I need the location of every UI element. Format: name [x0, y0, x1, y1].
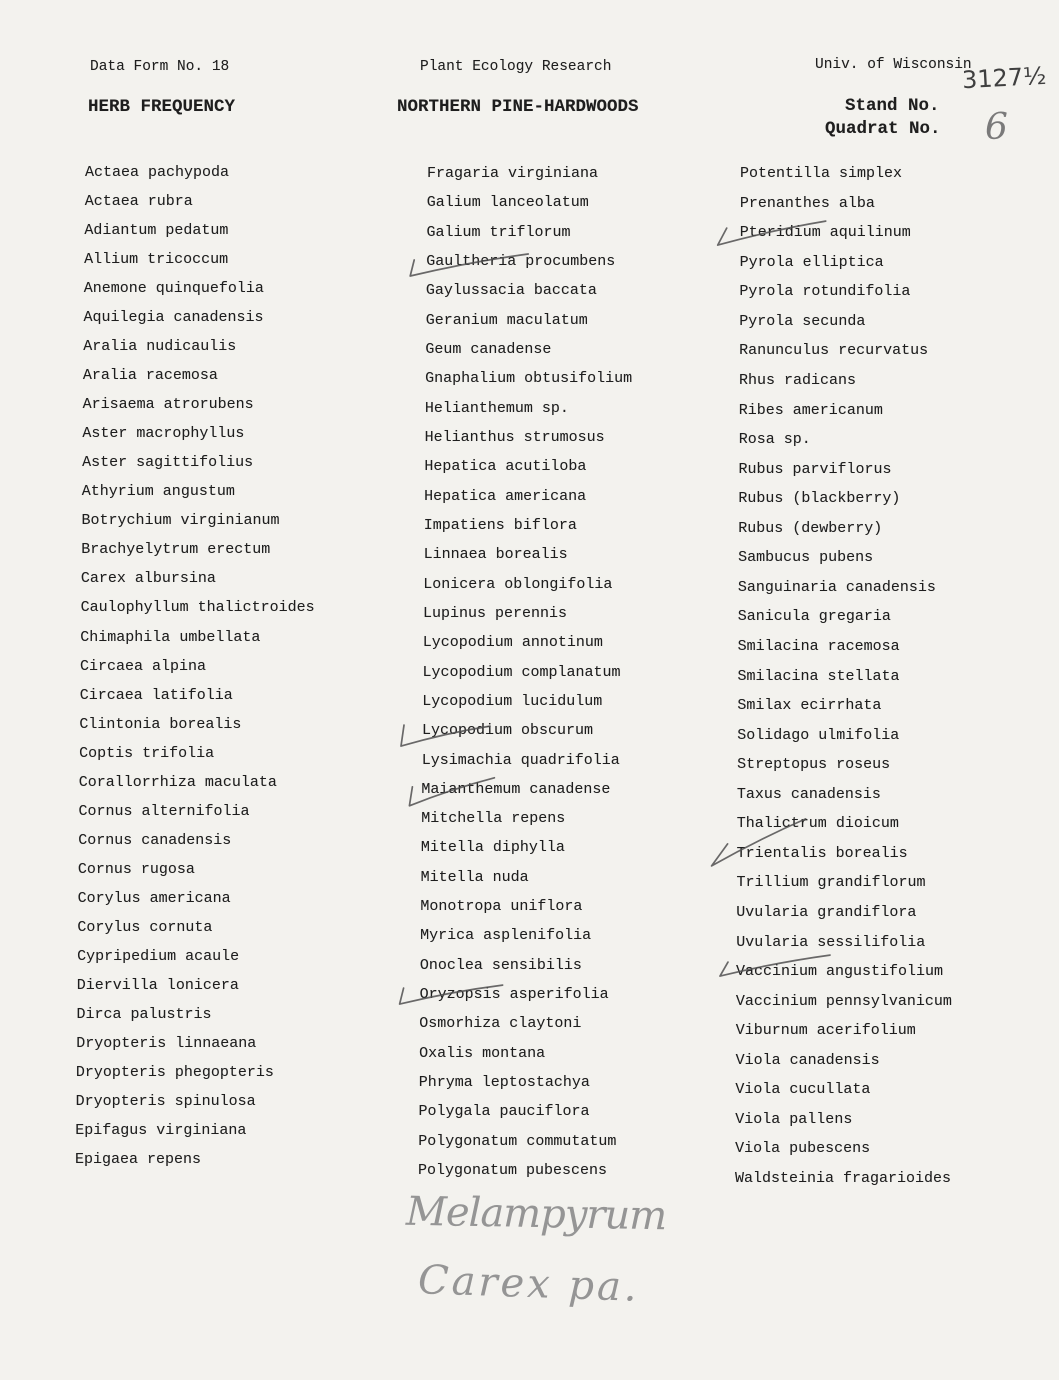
- species-item: Botrychium virginianum: [81, 512, 280, 530]
- species-item: Aralia racemosa: [82, 367, 218, 385]
- species-item: Trillium grandiflorum: [736, 874, 926, 892]
- species-item: Maianthemum canadense: [421, 780, 611, 798]
- species-item: Hepatica americana: [424, 487, 587, 505]
- species-item: Smilacina racemosa: [737, 637, 900, 655]
- handwritten-species: Melampyrum: [405, 1188, 667, 1240]
- species-item: Impatiens biflora: [423, 516, 577, 534]
- species-item: Actaea rubra: [84, 193, 193, 210]
- species-item: Lycopodium annotinum: [422, 634, 603, 652]
- research-program: Plant Ecology Research: [420, 59, 612, 75]
- species-item: Epifagus virginiana: [75, 1122, 247, 1139]
- species-item: Geum canadense: [425, 340, 552, 358]
- species-item: Lonicera oblongifolia: [423, 575, 613, 593]
- species-item: Polygala pauciflora: [418, 1103, 590, 1121]
- university: Univ. of Wisconsin: [815, 57, 972, 73]
- species-item: Oxalis montana: [419, 1044, 546, 1062]
- species-item: Myrica asplenifolia: [420, 927, 592, 945]
- species-item: Waldsteinia fragarioides: [735, 1170, 952, 1187]
- species-item: Ranunculus recurvatus: [739, 342, 929, 360]
- species-item: Lycopodium obscurum: [422, 722, 594, 740]
- species-item: Gaylussacia baccata: [425, 282, 597, 300]
- species-item: Rubus (dewberry): [738, 519, 883, 537]
- species-item: Sambucus pubens: [738, 549, 874, 567]
- species-item: Trientalis borealis: [736, 844, 908, 862]
- stand-number-value: 3127½: [961, 61, 1048, 95]
- species-item: Cornus rugosa: [77, 860, 195, 878]
- species-item: Fragaria virginiana: [427, 165, 599, 182]
- species-item: Aster macrophyllus: [82, 425, 245, 443]
- species-item: Lycopodium complanatum: [422, 663, 621, 681]
- species-item: Oryzopsis asperifolia: [419, 986, 609, 1004]
- species-item: Rubus (blackberry): [738, 490, 901, 508]
- species-item: Lysimachia quadrifolia: [421, 751, 620, 769]
- species-item: Clintonia borealis: [79, 715, 242, 733]
- species-item: Dryopteris phegopteris: [75, 1063, 274, 1081]
- species-item: Pyrola elliptica: [739, 253, 884, 271]
- species-item: Polygonatum commutatum: [418, 1132, 617, 1150]
- species-item: Galium triflorum: [426, 223, 571, 241]
- species-item: Sanicula gregaria: [737, 608, 891, 626]
- species-item: Caulophyllum thalictroides: [80, 599, 315, 617]
- species-item: Pyrola rotundifolia: [739, 283, 911, 301]
- species-item: Galium lanceolatum: [426, 194, 589, 212]
- form-title: HERB FREQUENCY: [88, 97, 236, 117]
- species-item: Allium tricoccum: [84, 251, 229, 269]
- species-item: Anemone quinquefolia: [83, 280, 264, 298]
- species-item: Sanguinaria canadensis: [737, 578, 936, 596]
- species-item: Corylus americana: [77, 889, 231, 907]
- species-item: Mitchella repens: [421, 810, 566, 828]
- species-item: Epigaea repens: [75, 1151, 202, 1168]
- species-item: Arisaema atrorubens: [82, 396, 254, 414]
- species-item: Dirca palustris: [76, 1005, 212, 1023]
- species-item: Circaea latifolia: [79, 686, 233, 704]
- species-item: Viola pubescens: [735, 1140, 871, 1158]
- species-item: Carex albursina: [80, 570, 216, 588]
- species-item: Rubus parviflorus: [738, 460, 892, 478]
- species-item: Monotropa uniflora: [420, 898, 583, 916]
- form-number: Data Form No. 18: [90, 59, 230, 75]
- species-item: Polygonatum pubescens: [418, 1162, 608, 1179]
- species-item: Brachyelytrum erectum: [81, 541, 271, 559]
- species-item: Thalictrum dioicum: [736, 815, 899, 833]
- species-item: Athyrium angustum: [81, 483, 235, 501]
- stand-number-label: Stand No.: [845, 96, 940, 116]
- species-item: Actaea pachypoda: [85, 164, 230, 181]
- species-item: Cornus alternifolia: [78, 802, 250, 820]
- species-item: Linnaea borealis: [423, 546, 568, 564]
- species-item: Solidago ulmifolia: [737, 726, 900, 744]
- species-item: Uvularia grandiflora: [736, 904, 917, 921]
- species-item: Lycopodium lucidulum: [422, 692, 603, 710]
- species-item: Circaea alpina: [80, 657, 207, 675]
- species-item: Smilax ecirrhata: [737, 697, 882, 715]
- species-item: Pteridium aquilinum: [739, 224, 911, 242]
- species-item: Mitella nuda: [420, 868, 529, 886]
- species-item: Gaultheria procumbens: [426, 253, 616, 270]
- species-item: Phryma leptostachya: [418, 1074, 590, 1091]
- species-item: Rosa sp.: [738, 431, 811, 448]
- species-item: Taxus canadensis: [736, 785, 881, 803]
- species-item: Helianthemum sp.: [424, 399, 569, 417]
- community-type: NORTHERN PINE-HARDWOODS: [397, 97, 639, 117]
- species-item: Diervilla lonicera: [76, 976, 239, 994]
- species-item: Vaccinium pennsylvanicum: [735, 992, 952, 1010]
- species-item: Corylus cornuta: [77, 918, 213, 936]
- species-item: Osmorhiza claytoni: [419, 1015, 582, 1033]
- species-item: Viola canadensis: [735, 1051, 880, 1069]
- species-item: Lupinus perennis: [423, 604, 568, 622]
- species-item: Gnaphalium obtusifolium: [425, 370, 633, 388]
- species-item: Hepatica acutiloba: [424, 458, 587, 476]
- species-item: Pyrola secunda: [739, 312, 866, 330]
- species-item: Prenanthes alba: [739, 194, 875, 212]
- species-item: Aralia nudicaulis: [83, 338, 237, 356]
- species-item: Geranium maculatum: [425, 311, 588, 329]
- species-item: Uvularia sessilifolia: [736, 933, 926, 951]
- species-item: Viola cucullata: [735, 1081, 871, 1099]
- species-item: Viburnum acerifolium: [735, 1022, 916, 1040]
- species-item: Viola pallens: [735, 1110, 853, 1128]
- species-item: Chimaphila umbellata: [80, 628, 261, 646]
- quadrat-number-value: 6: [985, 107, 1008, 148]
- species-item: Streptopus roseus: [737, 756, 891, 774]
- species-item: Adiantum pedatum: [84, 222, 229, 240]
- species-item: Mitella diphylla: [420, 839, 565, 857]
- species-item: Dryopteris linnaeana: [76, 1034, 257, 1052]
- species-item: Dryopteris spinulosa: [75, 1092, 256, 1110]
- species-item: Rhus radicans: [739, 371, 857, 389]
- species-item: Smilacina stellata: [737, 667, 900, 685]
- species-item: Cypripedium acaule: [77, 947, 240, 965]
- species-item: Coptis trifolia: [79, 744, 215, 762]
- species-item: Onoclea sensibilis: [419, 956, 582, 974]
- species-item: Potentilla simplex: [740, 165, 903, 182]
- species-item: Helianthus strumosus: [424, 428, 605, 446]
- species-item: Ribes americanum: [738, 401, 883, 419]
- species-item: Cornus canadensis: [78, 831, 232, 849]
- quadrat-number-label: Quadrat No.: [825, 119, 941, 139]
- species-item: Vaccinium angustifolium: [736, 963, 944, 981]
- species-item: Aquilegia canadensis: [83, 309, 264, 327]
- species-item: Aster sagittifolius: [82, 454, 254, 472]
- handwritten-species: Carex pa.: [417, 1257, 641, 1311]
- species-item: Corallorrhiza maculata: [78, 773, 277, 791]
